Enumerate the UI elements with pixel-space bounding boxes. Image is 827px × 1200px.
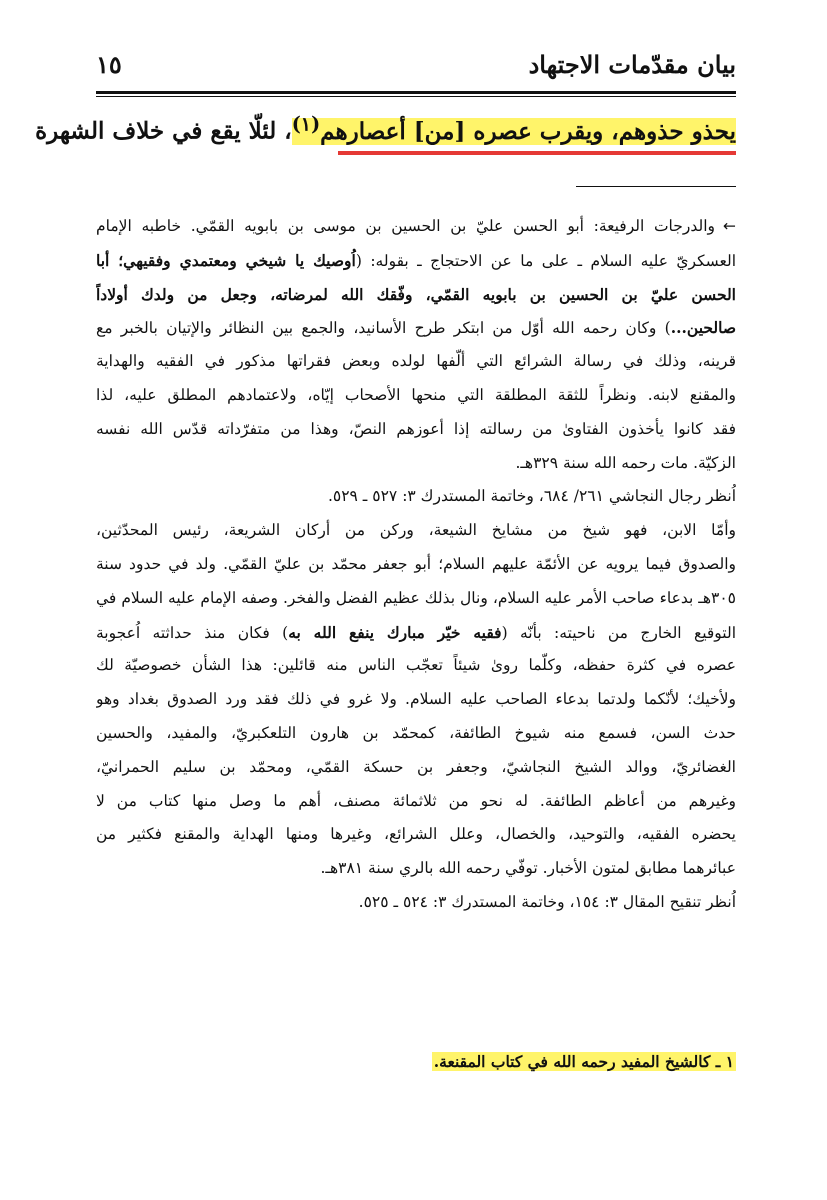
- note-line: [96, 818, 736, 852]
- note-text: وأمّا الابن، فهو شيخ من مشايخ الشيعة، وركن من أركان الشريعة، رئيس المحدّثين،: [96, 521, 736, 540]
- bold-quote: صالحين...: [670, 318, 736, 338]
- note-line: [96, 751, 736, 785]
- note-line: [96, 514, 736, 548]
- note-text: والمقنع لابنه. ونظراً للثقة المطلقة التي منحها الأصحاب إيّاه، ولاعتمادهم المطلق عليه، لذا: [96, 385, 736, 404]
- note-text: والدرجات الرفيعة: أبو الحسن عليّ بن الحسين بن موسى بن بابويه القمّي. خاطبه الإمام: [96, 217, 715, 235]
- note-line: [96, 886, 736, 920]
- note-text: والصدوق فيما يرويه عن الأئمّة عليهم السلام؛ أبو جعفر محمّد بن عليّ القمّي. ولد في حدود سنة: [96, 554, 736, 573]
- note-line: [96, 852, 736, 886]
- note-line: [96, 278, 736, 312]
- note-text: الزكيّة. مات رحمه الله سنة ٣٢٩هـ.: [515, 453, 736, 472]
- note-text: عبائرهما مطابق لمتون الأخبار. توفّي رحمه الله بالري سنة ٣٨١هـ.: [320, 859, 736, 878]
- note-text: اُنظر تنقيح المقال ٣: ١٥٤، وخاتمة المستدرك ٣: ٥٢٤ ـ ٥٢٥.: [358, 892, 736, 911]
- main-text-continuation: لئلّا يقع في خلاف الشهرة: [35, 117, 277, 145]
- footnote-marker: (١): [291, 112, 321, 135]
- note-line: [96, 649, 736, 683]
- note-line: [96, 210, 736, 244]
- red-underline: [338, 151, 736, 155]
- note-text: ٣٠٥هـ بدعاء صاحب الأمر عليه السلام، ونال بذلك عظيم الفضل والفخر. وصفه الإمام عليه السلام في: [96, 588, 736, 607]
- note-text: اُنظر رجال النجاشي ٢٦١/ ٦٨٤، وخاتمة المستدرك ٣: ٥٢٧ ـ ٥٢٩.: [327, 487, 736, 506]
- highlighted-passage: يحذو حذوهم، ويقرب عصره [من] أعصارهم$^{(١)}$: [291, 112, 736, 145]
- note-text: فقد كانوا يأخذون الفتاوىٰ من رسالته إذا أعوزهم النصّ، وهذا من متفرّداته قدّس الله نفسه: [96, 419, 736, 438]
- footnote-1: ١ ـ كالشيخ المفيد رحمه الله في كتاب المقنعة.: [433, 1052, 734, 1071]
- note-text: الغضائريّ، ووالد الشيخ النجاشيّ، وجعفر بن حسكة القمّي، ومحمّد بن سليم الحمرانيّ،: [96, 757, 736, 776]
- running-title: بيان مقدّمات الاجتهاد: [528, 50, 736, 79]
- header-rule-thin: [96, 96, 736, 97]
- note-line: [96, 717, 736, 751]
- note-line: [96, 447, 736, 481]
- note-text: العسكريّ عليه السلام ـ على ما عن الاحتجاج ـ بقوله: (: [355, 251, 736, 270]
- note-line: [96, 582, 736, 616]
- note-line: [96, 345, 736, 379]
- main-text-line: يحذو حذوهم، ويقرب عصره [من] أعصارهم$^{(١)}$، لئلّا يقع في خلاف الشهرة: [35, 112, 736, 145]
- note-text: وغيرهم من أعاظم الطائفة. له نحو من ثلاثمائة مصنف، أهم ما وصل منها كتاب من لا: [96, 791, 736, 810]
- note-line: [96, 311, 736, 345]
- footnote-separator: [576, 186, 736, 187]
- page-number: ١٥: [96, 50, 122, 79]
- note-line: [96, 244, 736, 278]
- note-text: ولأخيك؛ لأنّكما ولدتما بدعاء الصاحب عليه السلام. ولا غرو في ذلك فقد ورد الصدوق بغداد وهو: [96, 690, 736, 709]
- bold-quote: فقيه خيّر مبارك ينفع الله به: [288, 622, 502, 642]
- note-text: عصره في كثرة حفظه، وكلّما روىٰ شيئاً تعجّب الناس منه قائلين: هذا الشأن خصوصيّة لك: [96, 656, 736, 675]
- note-line: [96, 548, 736, 582]
- note-line: [96, 379, 736, 413]
- continuation-arrow-icon: ←: [723, 217, 736, 235]
- note-line: [96, 785, 736, 819]
- running-header: [96, 42, 736, 82]
- header-rule-thick: [96, 91, 736, 94]
- continued-footnote-block: [96, 210, 736, 920]
- note-text: ) فكان منذ حداثته اُعجوبة: [96, 623, 289, 642]
- note-text: يحضره الفقيه، والتوحيد، والخصال، وعلل الشرائع، وغيرها ومنها الهداية والمقنع فكثير من: [96, 825, 736, 844]
- note-line: [96, 683, 736, 717]
- note-text: حدث السن، فسمع منه شيوخ الطائفة، كمحمّد بن هارون التلعكبريّ، والمفيد، والحسين: [96, 723, 736, 742]
- note-text: قرينه، وذلك في رسالة الشرائع التي ألّفها لولده وبعض فقراتها مذكور في الفقيه والهداية: [96, 352, 736, 371]
- note-line: [96, 616, 736, 650]
- bold-quote: اُوصيك يا شيخي ومعتمدي وفقيهي؛ أبا: [96, 250, 356, 270]
- note-line: [96, 480, 736, 514]
- note-text: ) وكان رحمه الله أوّل من ابتكر طرح الأسانيد، والجمع بين النظائر والإتيان بالخبر مع: [96, 319, 671, 338]
- note-line: [96, 413, 736, 447]
- bold-quote: الحسن عليّ بن الحسين بن بابويه القمّي، وفّقك الله لمرضاته، وجعل من ولدك أولاداً: [96, 284, 736, 304]
- note-text: التوقيع الخارج من ناحيته: بأنّه (: [501, 623, 736, 642]
